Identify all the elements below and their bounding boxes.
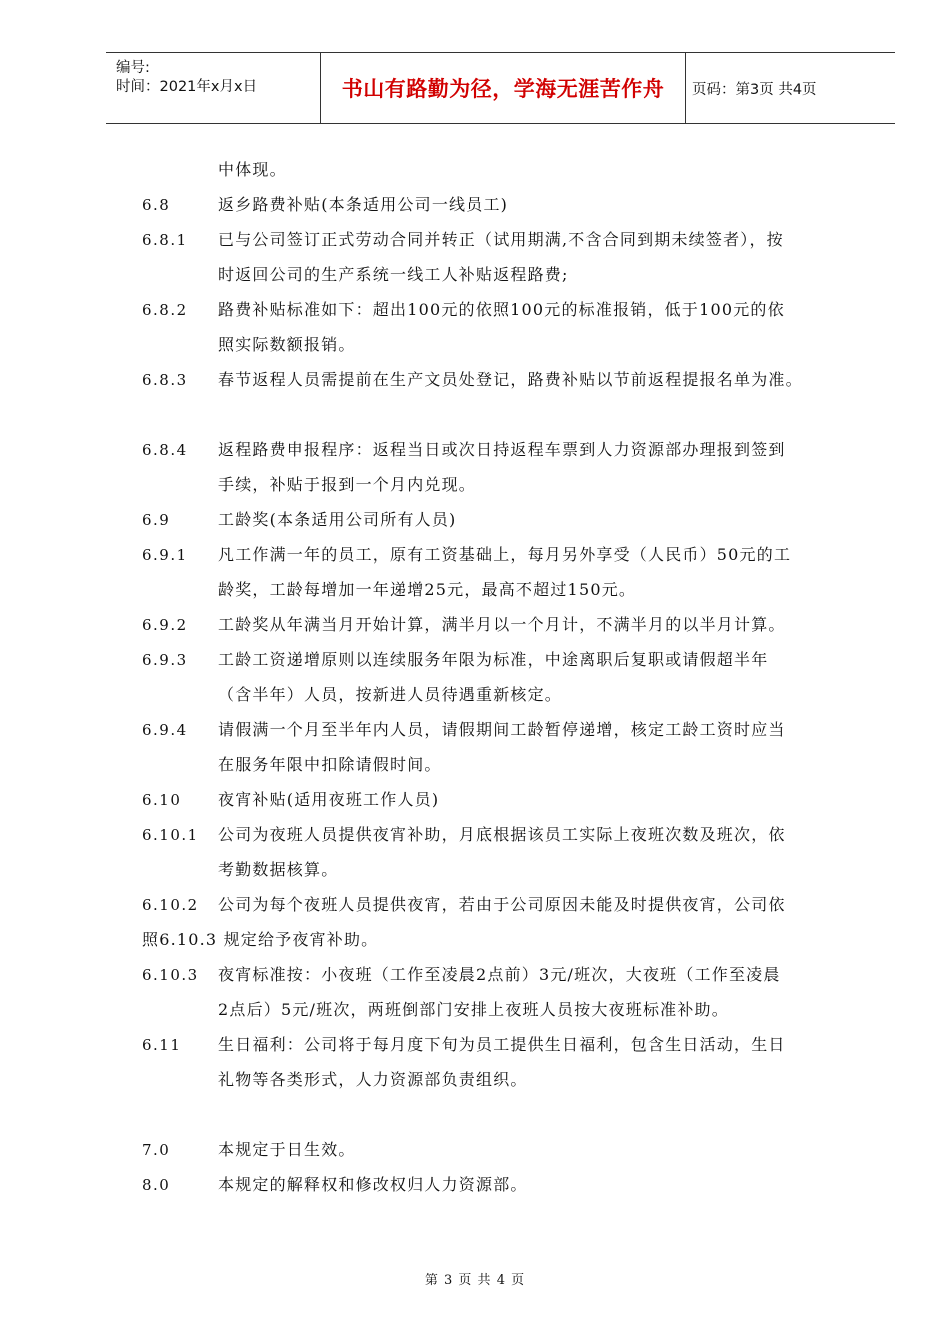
clause-number: 6.9.2 (142, 616, 188, 634)
clause-text: 夜宵标准按：小夜班（工作至凌晨2点前）3元/班次，大夜班（工作至凌晨 (218, 965, 781, 984)
clause-text: 2点后）5元/班次，两班倒部门安排上夜班人员按大夜班标准补助。 (218, 1000, 729, 1019)
clause-text: 返程路费申报程序：返程当日或次日持返程车票到人力资源部办理报到签到 (218, 440, 786, 459)
clause-text: 中体现。 (218, 160, 287, 179)
doc-number-label: 编号: (116, 60, 150, 76)
clause-number: 6.8.2 (142, 301, 188, 319)
clause-text: 工龄工资递增原则以连续服务年限为标准，中途离职后复职或请假超半年 (218, 650, 769, 669)
header-meta (116, 59, 314, 97)
clause-number: 6.9.1 (142, 546, 188, 564)
clause-text: 公司为每个夜班人员提供夜宵，若由于公司原因未能及时提供夜宵，公司依 (218, 895, 786, 914)
clause-number: 6.9.3 (142, 651, 188, 669)
clause-text: 返乡路费补贴(本条适用公司一线员工) (218, 195, 509, 214)
clause-text: 照实际数额报销。 (218, 335, 356, 354)
header-motto: 书山有路勤为径，学海无涯苦作舟 (320, 53, 686, 123)
clause-text: 路费补贴标准如下：超出100元的依照100元的标准报销，低于100元的依 (218, 300, 785, 319)
clause-number: 7.0 (142, 1141, 171, 1159)
clause-number: 6.10.2 (142, 896, 199, 914)
clause-number: 6.8.4 (142, 441, 188, 459)
page-footer: 第 3 页 共 4 页 (424, 1273, 526, 1288)
clause-number: 6.10.3 (142, 966, 199, 984)
page-header (106, 52, 895, 124)
clause-text: 本规定的解释权和修改权归人力资源部。 (218, 1175, 528, 1194)
clause-text: 时返回公司的生产系统一线工人补贴返程路费; (218, 265, 569, 284)
clause-number: 6.8 (142, 196, 171, 214)
clause-number: 6.8.1 (142, 231, 188, 249)
clause-text: 已与公司签订正式劳动合同并转正（试用期满,不含合同到期未续签者），按 (218, 230, 784, 249)
clause-number: 6.8.3 (142, 371, 188, 389)
clause-number: 6.10.1 (142, 826, 199, 844)
clause-text: 夜宵补贴(适用夜班工作人员) (218, 790, 440, 809)
clause-text: 公司为夜班人员提供夜宵补助，月底根据该员工实际上夜班次数及班次，依 (218, 825, 786, 844)
clause-number: 6.10 (142, 791, 182, 809)
clause-number: 8.0 (142, 1176, 171, 1194)
clause-text: 礼物等各类形式，人力资源部负责组织。 (218, 1070, 528, 1089)
clause-text: 生日福利：公司将于每月度下旬为员工提供生日福利，包含生日活动，生日 (218, 1035, 786, 1054)
clause-text: 请假满一个月至半年内人员，请假期间工龄暂停递增，核定工龄工资时应当 (218, 720, 786, 739)
clause-text: 考勤数据核算。 (218, 860, 339, 879)
clause-text: （含半年）人员，按新进人员待遇重新核定。 (218, 685, 563, 704)
clause-text: 本规定于日生效。 (218, 1140, 356, 1159)
clause-text: 春节返程人员需提前在生产文员处登记，路费补贴以节前返程提报名单为准。 (218, 370, 803, 389)
clause-number: 6.9 (142, 511, 171, 529)
doc-time-label: 时间：2021年x月x日 (116, 79, 258, 95)
clause-text: 手续，补贴于报到一个月内兑现。 (218, 475, 477, 494)
clause-number: 6.11 (142, 1036, 182, 1054)
clause-text: 工龄奖从年满当月开始计算，满半月以一个月计，不满半月的以半月计算。 (218, 615, 786, 634)
header-page-info: 页码：第3页 共4页 (692, 81, 817, 98)
clause-text: 凡工作满一年的员工，原有工资基础上，每月另外享受（人民币）50元的工 (218, 545, 792, 564)
clause-number: 6.9.4 (142, 721, 188, 739)
clause-text: 工龄奖(本条适用公司所有人员) (218, 510, 457, 529)
clause-text: 在服务年限中扣除请假时间。 (218, 755, 442, 774)
clause-text: 照6.10.3 规定给予夜宵补助。 (142, 930, 379, 949)
clause-text: 龄奖，工龄每增加一年递增25元，最高不超过150元。 (218, 580, 637, 599)
